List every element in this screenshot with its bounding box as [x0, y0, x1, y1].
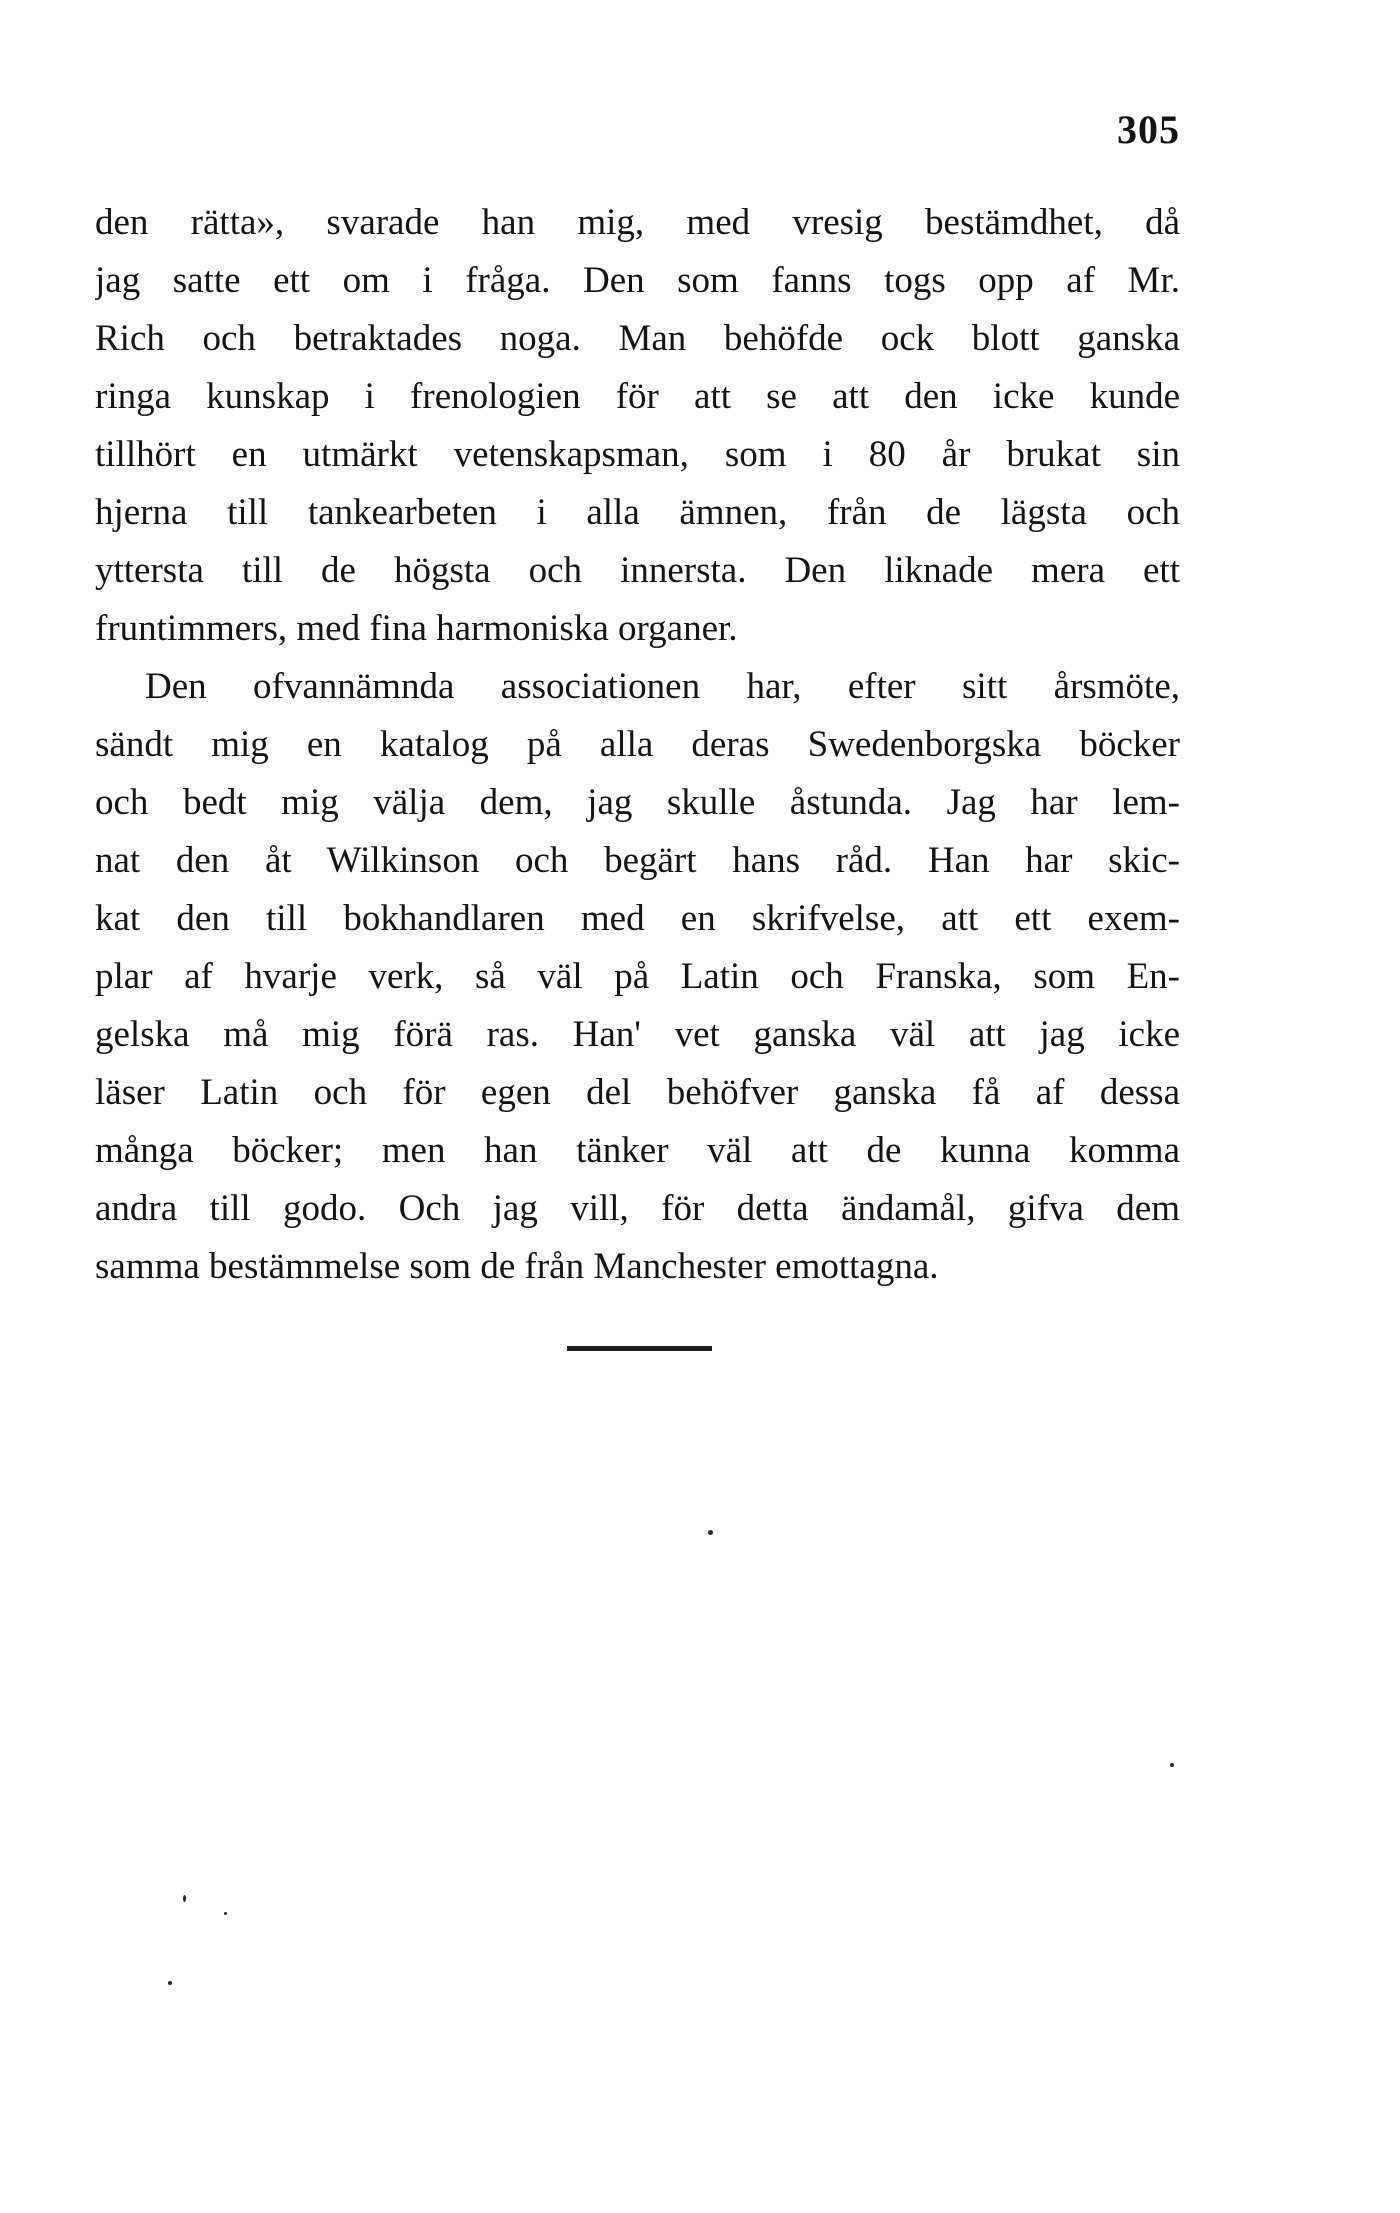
text-line: hjerna till tankearbeten i alla ämnen, från de lägsta och — [95, 492, 1180, 533]
text-line: ringa kunskap i frenologien för att se att den icke kunde — [95, 376, 1180, 417]
text-line-paragraph-start: Den ofvannämnda associationen har, efter sitt årsmöte, — [145, 666, 1180, 707]
text-line-paragraph-end: fruntimmers, med fina harmoniska organer. — [95, 608, 738, 649]
body-text — [95, 194, 1180, 1296]
print-speck — [708, 1530, 713, 1535]
text-line: läser Latin och för egen del behöfver ganska få af dessa — [95, 1072, 1180, 1113]
text-line: andra till godo. Och jag vill, för detta ändamål, gifva dem — [95, 1188, 1180, 1229]
text-line: kat den till bokhandlaren med en skrifvelse, att ett exem- — [95, 898, 1180, 939]
text-line: gelska må mig förä ras. Han' vet ganska väl att jag icke — [95, 1014, 1180, 1055]
print-speck — [1170, 1763, 1174, 1767]
print-speck — [168, 1981, 172, 1985]
print-speck — [224, 1912, 227, 1915]
text-line: Rich och betraktades noga. Man behöfde ock blott ganska — [95, 318, 1180, 359]
text-line: tillhört en utmärkt vetenskapsman, som i 80 år brukat sin — [95, 434, 1180, 475]
section-divider-rule — [567, 1346, 712, 1351]
text-line-paragraph-end: samma bestämmelse som de från Manchester emottagna. — [95, 1246, 939, 1287]
text-line: sändt mig en katalog på alla deras Swedenborgska böcker — [95, 724, 1180, 765]
text-line: nat den åt Wilkinson och begärt hans råd. Han har skic- — [95, 840, 1180, 881]
text-line: och bedt mig välja dem, jag skulle åstunda. Jag har lem- — [95, 782, 1180, 823]
text-line: många böcker; men han tänker väl att de kunna komma — [95, 1130, 1180, 1171]
page-number: 305 — [1117, 107, 1180, 152]
text-line: plar af hvarje verk, så väl på Latin och Franska, som En- — [95, 956, 1180, 997]
print-speck — [183, 1895, 186, 1902]
text-line: den rätta», svarade han mig, med vresig bestämdhet, då — [95, 202, 1180, 243]
text-line: jag satte ett om i fråga. Den som fanns togs opp af Mr. — [95, 260, 1180, 301]
text-line: yttersta till de högsta och innersta. Den liknade mera ett — [95, 550, 1180, 591]
